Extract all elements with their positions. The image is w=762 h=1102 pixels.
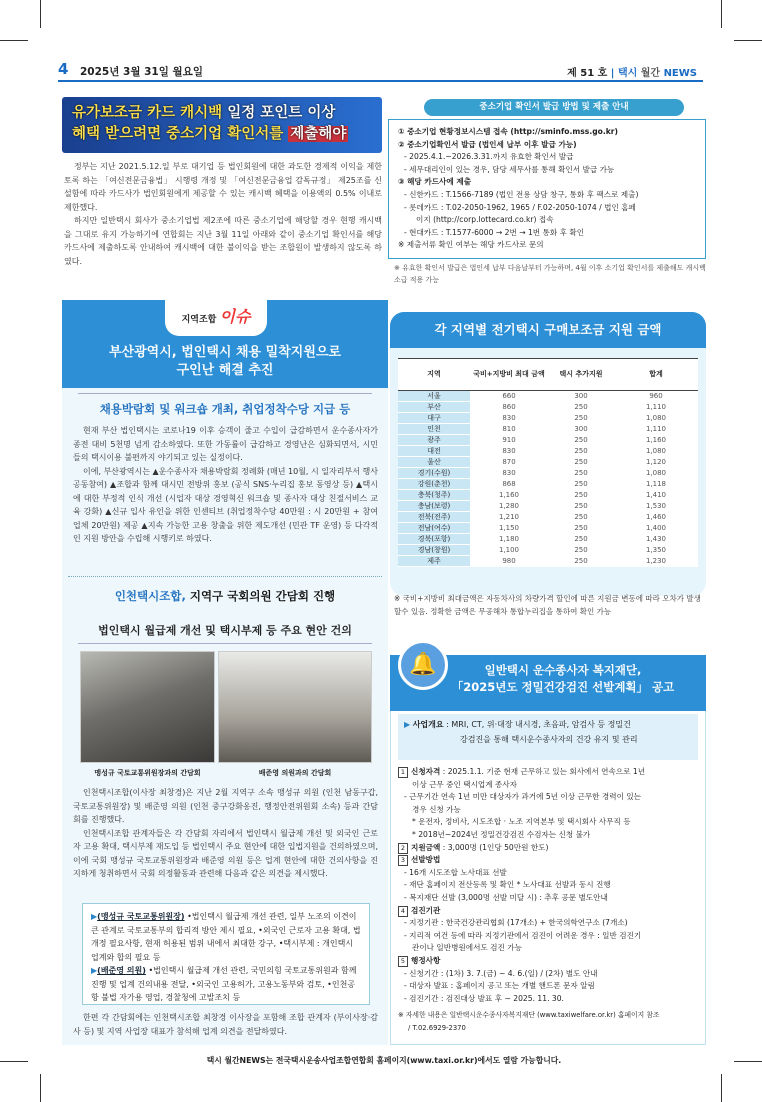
section-number: 5 (398, 956, 408, 967)
section-text: 이상 근무 중인 택시업계 종사자 (412, 779, 518, 789)
crop-mark (721, 1074, 722, 1102)
value-cell: 250 (548, 413, 614, 424)
value-cell: 1,400 (614, 523, 698, 534)
subsidy-title: 각 지역별 전기택시 구매보조금 지원 금액 (390, 312, 706, 348)
tag-issue: 이슈 (219, 307, 251, 326)
value-cell: 250 (548, 545, 614, 556)
info-box-title: 중소기업 확인서 발급 방법 및 제출 안내 (424, 99, 684, 116)
headline-part: 일정 포인트 이상 (227, 105, 336, 121)
welfare-summary (398, 714, 698, 760)
opinion-box (82, 903, 370, 1005)
section-text: - 재단 홈페이지 전산등록 및 확인 * 노사대표 선발과 동시 진행 (404, 880, 611, 890)
crop-mark (734, 1061, 762, 1062)
value-cell: 250 (548, 490, 614, 501)
table-row (398, 391, 698, 402)
region-cell: 충북(청주) (398, 490, 470, 501)
arrow-icon: ▶ (404, 720, 411, 729)
value-cell: 1,430 (614, 534, 698, 545)
section-text: - 지정기관 : 한국건강관리협회 (17개소) + 한국의학연구소 (7개소) (404, 918, 628, 928)
info-line: - 롯데카드 : T.02-2050-1962, 1965 / F.02-2050-1074 / 법인 홈페 (404, 202, 636, 212)
table-row (398, 479, 698, 490)
busan-article-body (73, 424, 378, 546)
value-cell: 980 (470, 556, 548, 567)
divider (78, 643, 372, 644)
brand-monthly: 월간 (640, 68, 661, 79)
section-title: 행정사항 (411, 955, 441, 965)
arrow-icon: ▶ (91, 912, 98, 921)
value-cell: 1,120 (614, 457, 698, 468)
table-row (398, 556, 698, 567)
subsidy-table (398, 358, 698, 567)
table-row (398, 413, 698, 424)
headline-line: 부산광역시, 법인택시 채용 밀착지원으로 (108, 345, 341, 360)
section-title: 신청자격 (411, 767, 441, 776)
section-text: - 지리적 여건 등에 따라 지정기관에서 검진이 어려운 경우 : 일반 검진기 (404, 930, 642, 940)
headline-line: 일반택시 운수종사자 복지재단, (484, 663, 642, 677)
welfare-details (398, 766, 700, 1034)
issue-number: 제 51 호 (567, 68, 608, 79)
region-cell: 부산 (398, 402, 470, 413)
value-cell: 868 (470, 479, 548, 490)
section-number: 4 (398, 906, 408, 917)
value-cell: 1,410 (614, 490, 698, 501)
info-line: - 신한카드 : T.1566-7189 (법인 전용 상담 창구, 통화 후 팩스로 제출) (404, 189, 639, 199)
issue-date: 2025년 3월 31일 월요일 (80, 66, 203, 78)
paragraph: 한편 각 간담회에는 인천택시조합 최창경 이사장을 포함해 조합 관계자 (부이사장·감사 등) 및 지역 사업장 대표가 참석해 업계 의견을 전달하였다. (73, 1013, 378, 1036)
incheon-article-closing (73, 1011, 378, 1038)
section-text: - 16개 시도조합 노사대표 선발 (404, 867, 507, 877)
divider (78, 393, 372, 394)
value-cell: 1,180 (470, 534, 548, 545)
section-text: 관이나 일반병원에서도 검진 가능 (412, 943, 522, 953)
region-cell: 경남(창원) (398, 545, 470, 556)
region-cell: 인천 (398, 424, 470, 435)
value-cell: 1,100 (470, 545, 548, 556)
table-row (398, 446, 698, 457)
info-line: ※ 제출서류 확인 여부는 해당 카드사로 문의 (398, 240, 544, 250)
value-cell: 1,160 (614, 435, 698, 446)
col-header: 택시 추가지원 (548, 359, 614, 391)
value-cell: 910 (470, 435, 548, 446)
table-row (398, 435, 698, 446)
value-cell: 250 (548, 556, 614, 567)
headline-part: 제출해야 (290, 126, 347, 142)
value-cell: 870 (470, 457, 548, 468)
regional-issue-tag (165, 300, 267, 336)
value-cell: 250 (548, 501, 614, 512)
busan-subheadline: 채용박람회 및 워크숍 개최, 취업정착수당 지급 등 (99, 402, 351, 416)
headline-line: 「2025년도 정밀건강검진 선발계획」 공고 (451, 680, 675, 694)
headline-part: 유가보조금 카드 캐시백 (72, 105, 228, 121)
opinion-text: •법인택시 월급제 개선 관련, 일부 노조의 이견이 큰 관계로 국토교통부의 합리적 방안 제시 필요, •외국인 근로자 고용 확대, 법 개정 필요사항, 현재 허용된 범위 내에서 최대한 강구, •택시부제 : 개인택시 업계와 합의 필요 등 (91, 912, 361, 962)
value-cell: 660 (470, 391, 548, 402)
welfare-note: ※ 자세한 내용은 일반택시운수종사자복지재단 (www.taxiwelfare.or.kr) 홈페이지 참조 (398, 1011, 660, 1020)
region-cell: 경기(수원) (398, 468, 470, 479)
subsidy-note: ※ 국비+지방비 최대금액은 자동차사의 차량가격 할인에 따른 지원금 변동에 따라 오차가 발생할수 있음. 정확한 금액은 무공해차 통합누리집을 통하여 확인 가능 (394, 594, 701, 616)
info-box (388, 119, 706, 259)
value-cell: 1,280 (470, 501, 548, 512)
section-title: 검진기관 (411, 905, 441, 915)
value-cell: 250 (548, 534, 614, 545)
section-text: - 신청기간 : (1차) 3. 7.(금) ~ 4. 6.(일) / (2차) 별도 안내 (404, 968, 598, 978)
section-title: 선발방법 (411, 855, 441, 865)
paragraph: 정부는 지난 2021.5.12.일 부로 대기업 등 법인회원에 대한 과도한 경제적 이익을 제한토록 하는 「여신전문금융법」 시행령 개정 및 「여신전문금융업 감독규정」 제25조를 신설함에 따라 카드사가 법인회원에게 제공할 수 있는 캐시백 혜택을 이용액의 0.5% 이내로 제한했다. (64, 162, 382, 212)
value-cell: 1,210 (470, 512, 548, 523)
photo-caption: 배준영 의원과의 간담회 (258, 769, 332, 777)
info-line: 이지 (http://corp.lottecard.co.kr) 접속 (416, 215, 554, 225)
brand-news: NEWS (663, 68, 697, 79)
crop-mark (0, 1061, 28, 1062)
value-cell: 1,080 (614, 446, 698, 457)
dotted-divider (68, 576, 382, 577)
incheon-subheadline: 법인택시 월급제 개선 및 택시부제 등 주요 현안 건의 (98, 624, 352, 637)
value-cell: 1,530 (614, 501, 698, 512)
section-number: 1 (398, 767, 408, 778)
region-cell: 전남(여수) (398, 523, 470, 534)
crop-mark (734, 40, 762, 41)
page-number: 4 (58, 60, 69, 78)
region-cell: 경북(포항) (398, 534, 470, 545)
speaker-name: (맹성규 국토교통위원장) (97, 912, 185, 921)
busan-headline (62, 344, 388, 380)
headline-part: 혜택 받으려면 중소기업 확인서를 (72, 126, 289, 142)
incheon-headline (68, 588, 382, 604)
summary-text: 강검진을 통해 택시운수종사자의 건강 유지 및 관리 (460, 735, 638, 744)
value-cell: 250 (548, 457, 614, 468)
value-cell: 860 (470, 402, 548, 413)
table-row (398, 523, 698, 534)
section-text: - 근무기간 연속 1년 미만 대상자가 과거에 5년 이상 근무한 경력이 있는 (404, 792, 642, 802)
incheon-article-body (73, 786, 378, 881)
region-cell: 서울 (398, 391, 470, 402)
value-cell: 1,160 (470, 490, 548, 501)
paragraph: 하지만 일반택시 회사가 중소기업법 제2조에 따른 중소기업에 해당할 경우 현행 캐시백을 그대로 유지 가능하기에 연합회는 지난 3월 11일 아래와 같이 중소기업 확인서를 해당 카드사에 제출하도록 안내하여 캐시백에 대한 불이익을 받는 조합원이 발생하지 않도록 하였다. (64, 216, 382, 266)
crop-mark (40, 0, 41, 28)
masthead: 제 51 호 | 택시 월간 NEWS (567, 68, 697, 79)
table-row (398, 490, 698, 501)
region-cell: 울산 (398, 457, 470, 468)
table-row (398, 402, 698, 413)
section-text: : 3,000명 (1인당 50만원 한도) (440, 842, 549, 852)
summary-label: 사업개요 (412, 720, 444, 729)
value-cell: 1,080 (614, 413, 698, 424)
speaker-name: (배준영 의원) (97, 966, 146, 975)
header-rule (58, 80, 703, 82)
table-row (398, 468, 698, 479)
section-text: - 대상자 발표 : 홈페이지 공고 또는 개별 핸드폰 문자 알림 (404, 981, 595, 991)
welfare-headline (428, 662, 698, 696)
region-cell: 제주 (398, 556, 470, 567)
value-cell: 1,150 (470, 523, 548, 534)
opinion-text: •법인택시 월급제 개선 관련, 국민의힘 국토교통위원과 함께 진행 및 업계 건의내용 전달, •외국인 고용허가, 고용노동부와 검토, •인천공항 불법 자가용 영업, 경찰청에 고발조치 등 (91, 966, 357, 1002)
paragraph: 이에, 부산광역시는 ▲운수종사자 채용박람회 정례화 (매년 10월, 시 일자리부서 행사 공동참여) ▲조합과 함께 대시민 전방위 홍보 (공식 SNS·누리집 홍보 동영상 등) ▲택시에 대한 부정적 인식 개선 (시업자 대상 경영혁신 워크숍 및 종사자 대상 친절서비스 교육 강화) ▲신규 입사 유인을 위한 인센티브 (취업정착수당 40만원 : 시 20만원 + 참여업체 20만원) 제공 ▲지속 가능한 고용 창출을 위한 제도개선 (민관 TF 운영) 등 다각적인 지원 방안을 수립해 시행키로 하였다. (73, 466, 378, 543)
info-line: ① 중소기업 현황정보시스템 접속 (http://sminfo.mss.go.kr) (398, 127, 619, 136)
section-text: - 검진기간 : 검진대상 발표 후 ~ 2025. 11. 30. (404, 993, 564, 1003)
section-title: 지원금액 (411, 842, 441, 852)
value-cell: 250 (548, 468, 614, 479)
col-header: 국비+지방비 최대 금액 (470, 359, 548, 391)
welfare-note: / T.02.6929-2370 (408, 1023, 466, 1032)
bell-icon: 🔔 (398, 640, 448, 690)
table-row (398, 424, 698, 435)
table-row (398, 545, 698, 556)
value-cell: 830 (470, 468, 548, 479)
cashback-headline (62, 97, 382, 153)
value-cell: 250 (548, 446, 614, 457)
value-cell: 1,118 (614, 479, 698, 490)
info-line: - 2025.4.1.~2026.3.31.까지 유효한 확인서 발급 (404, 152, 574, 162)
brand-taxi: 택시 (617, 68, 638, 79)
col-header: 지역 (398, 359, 470, 391)
meeting-photo-2 (218, 651, 372, 763)
value-cell: 250 (548, 512, 614, 523)
paragraph: 인천택시조합 관계자들은 각 간담회 자리에서 법인택시 월급제 개선 및 외국인 근로자 고용 확대, 택시부제 재도입 등 법인택시 주요 현안에 대한 입법지원을 건의하였으며, 이에 국회 맹성규 국토교통위원장과 배준영 의원 등은 업계 현안에 대한 건의사항을 진지하게 청취하면서 국회 의정활동과 관련해 다음과 같은 의견을 제시했다. (73, 828, 378, 878)
col-header: 합계 (614, 359, 698, 391)
value-cell: 250 (548, 402, 614, 413)
headline-part: 지역구 국회의원 간담회 진행 (189, 589, 336, 603)
meeting-photo-1 (80, 651, 215, 763)
value-cell: 300 (548, 391, 614, 402)
region-cell: 충남(보령) (398, 501, 470, 512)
value-cell: 1,460 (614, 512, 698, 523)
table-row (398, 501, 698, 512)
cashback-article-body (64, 160, 382, 268)
region-cell: 강원(춘천) (398, 479, 470, 490)
section-text: 경우 신청 가능 (412, 804, 461, 814)
info-line: - 세무대리인이 있는 경우, 담당 세무사를 통해 확인서 발급 가능 (404, 164, 615, 174)
info-box-note: ※ 유효한 확인서 발급은 법인세 납부 다음날부터 가능하며, 4월 이후 소기업 확인서를 제출해도 캐시백 소급 적용 가능 (394, 264, 706, 284)
summary-text: : MRI, CT, 위·대장 내시경, 초음파, 암검사 등 정밀건 (443, 720, 631, 729)
page-footer: 택시 월간NEWS는 전국택시운송사업조합연합회 홈페이지(www.taxi.or.kr)에서도 열람 가능합니다. (206, 1056, 562, 1065)
region-cell: 대구 (398, 413, 470, 424)
crop-mark (721, 0, 722, 28)
crop-mark (40, 1074, 41, 1102)
region-cell: 대전 (398, 446, 470, 457)
table-row (398, 534, 698, 545)
tag-prefix: 지역조합 (181, 315, 217, 325)
section-text: * 운전자, 정비사, 시도조합 · 노조 지역본부 및 택시회사 사무직 등 (412, 817, 631, 827)
photo-caption: 맹성규 국토교통위원장과의 간담회 (94, 769, 201, 777)
table-row (398, 457, 698, 468)
value-cell: 250 (548, 479, 614, 490)
value-cell: 1,080 (614, 468, 698, 479)
headline-line: 구인난 해결 추진 (176, 363, 274, 378)
section-number: 3 (398, 855, 408, 866)
info-line: - 현대카드 : T.1577-6000 → 2번 → 1번 통화 후 확인 (404, 227, 585, 237)
value-cell: 830 (470, 446, 548, 457)
value-cell: 1,110 (614, 402, 698, 413)
section-number: 2 (398, 843, 408, 854)
region-cell: 광주 (398, 435, 470, 446)
region-cell: 전북(전주) (398, 512, 470, 523)
value-cell: 830 (470, 413, 548, 424)
crop-mark (0, 40, 28, 41)
value-cell: 300 (548, 424, 614, 435)
section-text: - 복지재단 선발 (3,000명 선발 미달 시) : 추후 공문 별도안내 (404, 892, 608, 902)
value-cell: 810 (470, 424, 548, 435)
info-line: ② 중소기업확인서 발급 (법인세 납부 이후 발급 가능) (398, 139, 577, 149)
value-cell: 1,110 (614, 424, 698, 435)
value-cell: 960 (614, 391, 698, 402)
value-cell: 250 (548, 523, 614, 534)
paragraph: 현재 부산 법인택시는 코로나19 이후 승객이 줄고 수입이 급감하면서 운수종사자가 종전 대비 5천명 넘게 감소하였다. 또한 가동률이 급감하고 경영난은 심화되면서, 시민들의 택시이용 불편까지 야기되고 있는 실정이다. (73, 426, 378, 462)
paragraph: 인천택시조합(이사장 최창경)은 지난 2월 지역구 소속 맹성규 의원 (인천 남동구갑, 국토교통위원장) 및 배준영 의원 (인천 중구강화옹진, 행정안전위원회 소속) 등과 간담회를 진행했다. (73, 788, 378, 824)
section-text: : 2025.1.1. 기준 현재 근무하고 있는 회사에서 연속으로 1년 (440, 767, 646, 776)
arrow-icon: ▶ (91, 966, 98, 975)
value-cell: 1,230 (614, 556, 698, 567)
info-line: ③ 해당 카드사에 제출 (398, 177, 472, 187)
headline-part: 인천택시조합, (114, 589, 190, 603)
value-cell: 1,350 (614, 545, 698, 556)
section-text: * 2018년~2024년 정밀건강검진 수검자는 신청 불가 (412, 829, 591, 839)
table-row (398, 512, 698, 523)
value-cell: 250 (548, 435, 614, 446)
